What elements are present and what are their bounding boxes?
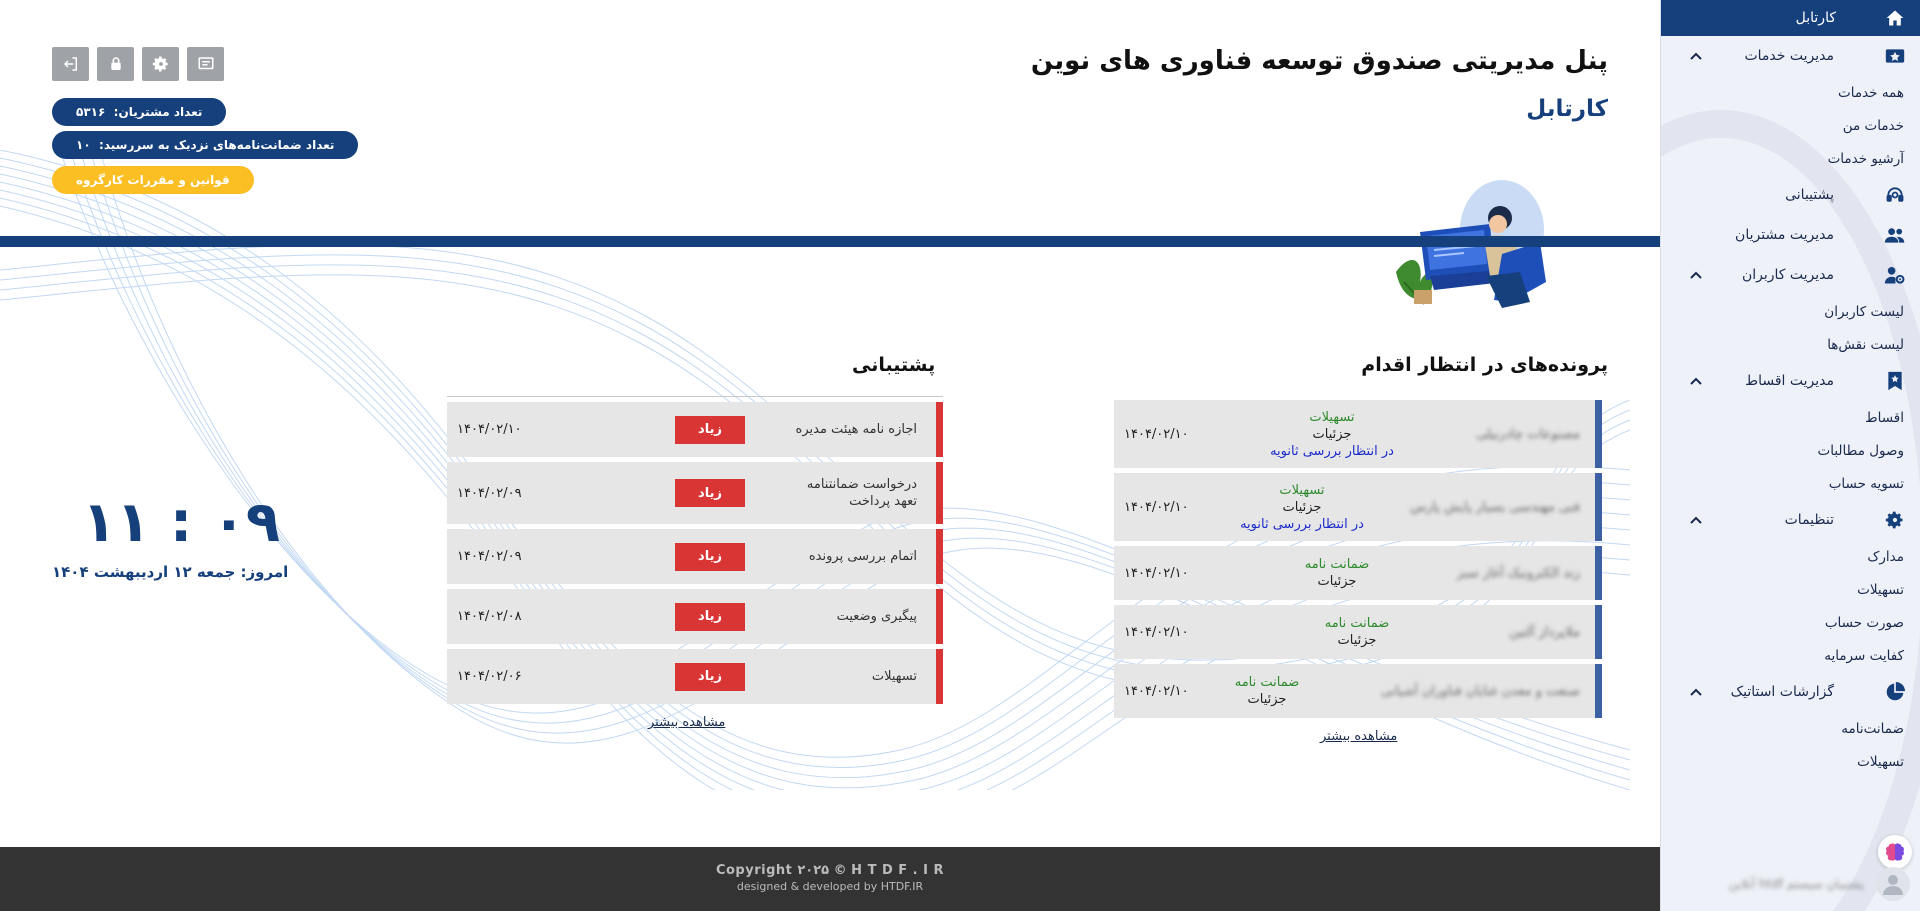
user-profile[interactable] [1660, 863, 1920, 905]
company-name: صنعت و معدن غنایان فناوران آشیانی [1380, 683, 1580, 699]
ticket-subject: اجازه نامه هیئت مدیره [795, 422, 917, 437]
case-date: ۱۴۰۴/۰۲/۱۰ [1124, 426, 1189, 442]
sidebar-subitem-installments[interactable]: اقساط [1865, 409, 1904, 426]
support-row[interactable] [447, 589, 943, 644]
case-date: ۱۴۰۴/۰۲/۱۰ [1124, 683, 1189, 699]
sidebar-subitem-capital-adequacy[interactable]: کفایت سرمایه [1824, 647, 1904, 664]
sidebar [1660, 0, 1920, 911]
case-date: ۱۴۰۴/۰۲/۱۰ [1124, 624, 1189, 640]
sidebar-item-services[interactable] [1661, 36, 1920, 76]
ticket-date: ۱۴۰۴/۰۲/۱۰ [457, 422, 522, 437]
lock-icon [108, 55, 124, 73]
priority-badge: زیاد [675, 603, 745, 631]
ticket-date: ۱۴۰۴/۰۲/۰۹ [457, 549, 522, 564]
case-type: تسهیلات [1309, 409, 1355, 425]
pending-cases-title: پرونده‌های در انتظار اقدام [1361, 354, 1608, 376]
ticket-date: ۱۴۰۴/۰۲/۰۹ [457, 485, 522, 501]
company-name: فنی مهندسی بسیار پایش پارس [1410, 499, 1580, 515]
company-name: ملاپرداز آلتین [1509, 624, 1580, 640]
chevron-up-icon[interactable] [1685, 681, 1707, 703]
ticket-subject: تسهیلات [871, 669, 917, 684]
case-type: ضمانت نامه [1234, 675, 1300, 690]
today-date: امروز: جمعه ۱۲ اردیبهشت ۱۴۰۴ [52, 563, 289, 581]
gear-icon [1882, 507, 1908, 533]
sidebar-item-label: مدیریت کاربران [1741, 267, 1834, 283]
case-info [1282, 556, 1392, 590]
sidebar-item-users[interactable] [1661, 255, 1920, 295]
logout-icon [62, 55, 80, 73]
case-info [1262, 409, 1402, 460]
row-marker [1595, 400, 1602, 468]
bookmark-star-icon [1882, 368, 1908, 394]
ticket-date: ۱۴۰۴/۰۲/۰۶ [457, 669, 522, 684]
support-row[interactable] [447, 649, 943, 704]
gear-icon [152, 55, 170, 73]
sidebar-subitem-all-services[interactable]: همه خدمات [1838, 84, 1904, 101]
row-marker [1595, 664, 1602, 718]
chevron-up-icon[interactable] [1685, 509, 1707, 531]
case-status: در انتظار بررسی ثانویه [1240, 516, 1364, 532]
sidebar-subitem-facilities[interactable]: تسهیلات [1857, 581, 1904, 598]
case-date: ۱۴۰۴/۰۲/۱۰ [1124, 565, 1189, 581]
sidebar-subitem-users-list[interactable]: لیست کاربران [1824, 303, 1904, 320]
pending-row[interactable] [1114, 473, 1602, 541]
sidebar-subitem-documents[interactable]: مدارک [1867, 548, 1904, 565]
row-marker [1595, 473, 1602, 541]
sidebar-item-label: پشتیبانی [1785, 187, 1834, 203]
case-type: تسهیلات [1279, 482, 1325, 498]
sidebar-item-customers[interactable] [1661, 215, 1920, 255]
chevron-up-icon[interactable] [1685, 370, 1707, 392]
page-title: پنل مدیریتی صندوق توسعه فناوری های نوین [1030, 46, 1608, 76]
customers-count-label: تعداد مشتریان: [113, 105, 203, 119]
ticket-date: ۱۴۰۴/۰۲/۰۸ [457, 609, 522, 624]
settings-button[interactable] [142, 47, 179, 81]
priority-badge: زیاد [675, 479, 745, 507]
guarantees-count-label: تعداد ضمانت‌نامه‌های نزدیک به سررسید: [99, 138, 335, 152]
guarantees-count-badge [52, 131, 358, 159]
pending-cases-list [1114, 400, 1602, 723]
support-divider [447, 396, 943, 397]
sidebar-subitem-report-facilities[interactable]: تسهیلات [1857, 753, 1904, 770]
customers-count-badge [52, 98, 226, 126]
home-icon [1882, 5, 1908, 31]
user-name: پشتیبان سیستم htdf آنلاین [1728, 877, 1864, 891]
headset-icon [1882, 182, 1908, 208]
details-link[interactable]: جزئیات [1282, 499, 1322, 515]
user-avatar-icon [1876, 867, 1910, 901]
row-marker [936, 529, 943, 584]
row-marker [1595, 546, 1602, 600]
sidebar-item-label: کارتابل [1795, 10, 1836, 26]
footer-copyright: Copyright ۲۰۲۵ © H T D F . I R [715, 863, 945, 878]
case-info [1212, 674, 1322, 708]
company-name: زند الکترونیک آغاز سبز [1456, 565, 1580, 581]
support-title: پشتیبانی [852, 354, 936, 376]
sidebar-item-support[interactable] [1661, 175, 1920, 215]
pie-chart-icon [1882, 679, 1908, 705]
pending-row[interactable] [1114, 605, 1602, 659]
ticket-subject: اتمام بررسی پرونده [808, 549, 917, 564]
case-info [1232, 482, 1372, 533]
sidebar-item-reports[interactable] [1661, 672, 1920, 712]
priority-badge: زیاد [675, 663, 745, 691]
guarantees-count-value: ۱۰ [76, 138, 91, 152]
pending-row[interactable] [1114, 400, 1602, 468]
sidebar-subitem-settlement[interactable]: تسویه حساب [1828, 475, 1904, 492]
ticket-subject-line1: درخواست ضمانتنامه [806, 477, 917, 492]
toolbar [52, 47, 224, 81]
pending-row[interactable] [1114, 546, 1602, 600]
sidebar-subitem-services-archive[interactable]: آرشیو خدمات [1827, 150, 1904, 167]
sidebar-subitem-my-services[interactable]: خدمات من [1842, 117, 1904, 134]
details-link[interactable]: جزئیات [1312, 426, 1352, 442]
support-row[interactable] [447, 402, 943, 457]
footer-designed-by: designed & developed by HTDF.IR [736, 880, 924, 893]
sidebar-item-label: مدیریت مشتریان [1735, 227, 1834, 243]
case-date: ۱۴۰۴/۰۲/۱۰ [1124, 499, 1189, 515]
chevron-up-icon[interactable] [1685, 264, 1707, 286]
case-type: ضمانت نامه [1324, 616, 1390, 631]
row-marker [1595, 605, 1602, 659]
sidebar-item-label: تنظیمات [1784, 512, 1834, 528]
sidebar-item-label: گزارشات استاتیک [1730, 684, 1834, 700]
star-ticket-icon [1882, 43, 1908, 69]
messages-button[interactable] [187, 47, 224, 81]
case-type: ضمانت نامه [1304, 557, 1370, 572]
row-marker [936, 589, 943, 644]
chevron-up-icon[interactable] [1685, 45, 1707, 67]
logout-button[interactable] [52, 47, 89, 81]
ticket-subject-line2: تعهد پرداخت [849, 494, 917, 509]
sidebar-subitem-statement[interactable]: صورت حساب [1824, 614, 1904, 631]
support-list [447, 402, 943, 709]
sidebar-item-label: مدیریت اقساط [1745, 373, 1834, 389]
priority-badge: زیاد [675, 543, 745, 571]
sidebar-subitem-report-guarantee[interactable]: ضمانت‌نامه [1841, 720, 1904, 737]
row-marker [936, 462, 943, 524]
sidebar-subitem-collections[interactable]: وصول مطالبات [1817, 442, 1904, 459]
support-more-link[interactable]: مشاهده بیشتر [648, 715, 726, 730]
clock-time: ۱۱ : ۰۹ [82, 490, 281, 555]
footer [0, 847, 1660, 911]
page-subtitle: کارتابل [1526, 96, 1608, 122]
pending-more-link[interactable]: مشاهده بیشتر [1320, 729, 1398, 744]
ticket-subject: پیگیری وضعیت [836, 609, 917, 624]
ticket-subject [807, 476, 917, 510]
row-marker [936, 649, 943, 704]
user-cog-icon [1882, 262, 1908, 288]
case-info [1302, 615, 1412, 649]
details-link[interactable]: جزئیات [1247, 692, 1287, 707]
support-row[interactable] [447, 462, 943, 524]
users-icon [1882, 222, 1908, 248]
company-name: مصنوعات چادرنیلی [1476, 426, 1580, 442]
message-icon [197, 55, 215, 73]
lock-button[interactable] [97, 47, 134, 81]
brain-icon [1884, 841, 1906, 863]
header-divider-bar [0, 236, 1660, 247]
support-row[interactable] [447, 529, 943, 584]
priority-badge: زیاد [675, 416, 745, 444]
rules-button[interactable]: قوانین و مقررات کارگروه [52, 166, 254, 194]
details-link[interactable]: جزئیات [1337, 633, 1377, 648]
sidebar-subitem-roles-list[interactable]: لیست نقش‌ها [1827, 336, 1904, 353]
sidebar-item-kartabl[interactable] [1661, 0, 1920, 36]
row-marker [936, 402, 943, 457]
case-status: در انتظار بررسی ثانویه [1270, 443, 1394, 459]
pending-row[interactable] [1114, 664, 1602, 718]
sidebar-item-installments[interactable] [1661, 361, 1920, 401]
customers-count-value: ۵۳۱۶ [76, 105, 106, 119]
sidebar-item-label: مدیریت خدمات [1744, 48, 1834, 64]
sidebar-item-settings[interactable] [1661, 500, 1920, 540]
details-link[interactable]: جزئیات [1317, 574, 1357, 589]
